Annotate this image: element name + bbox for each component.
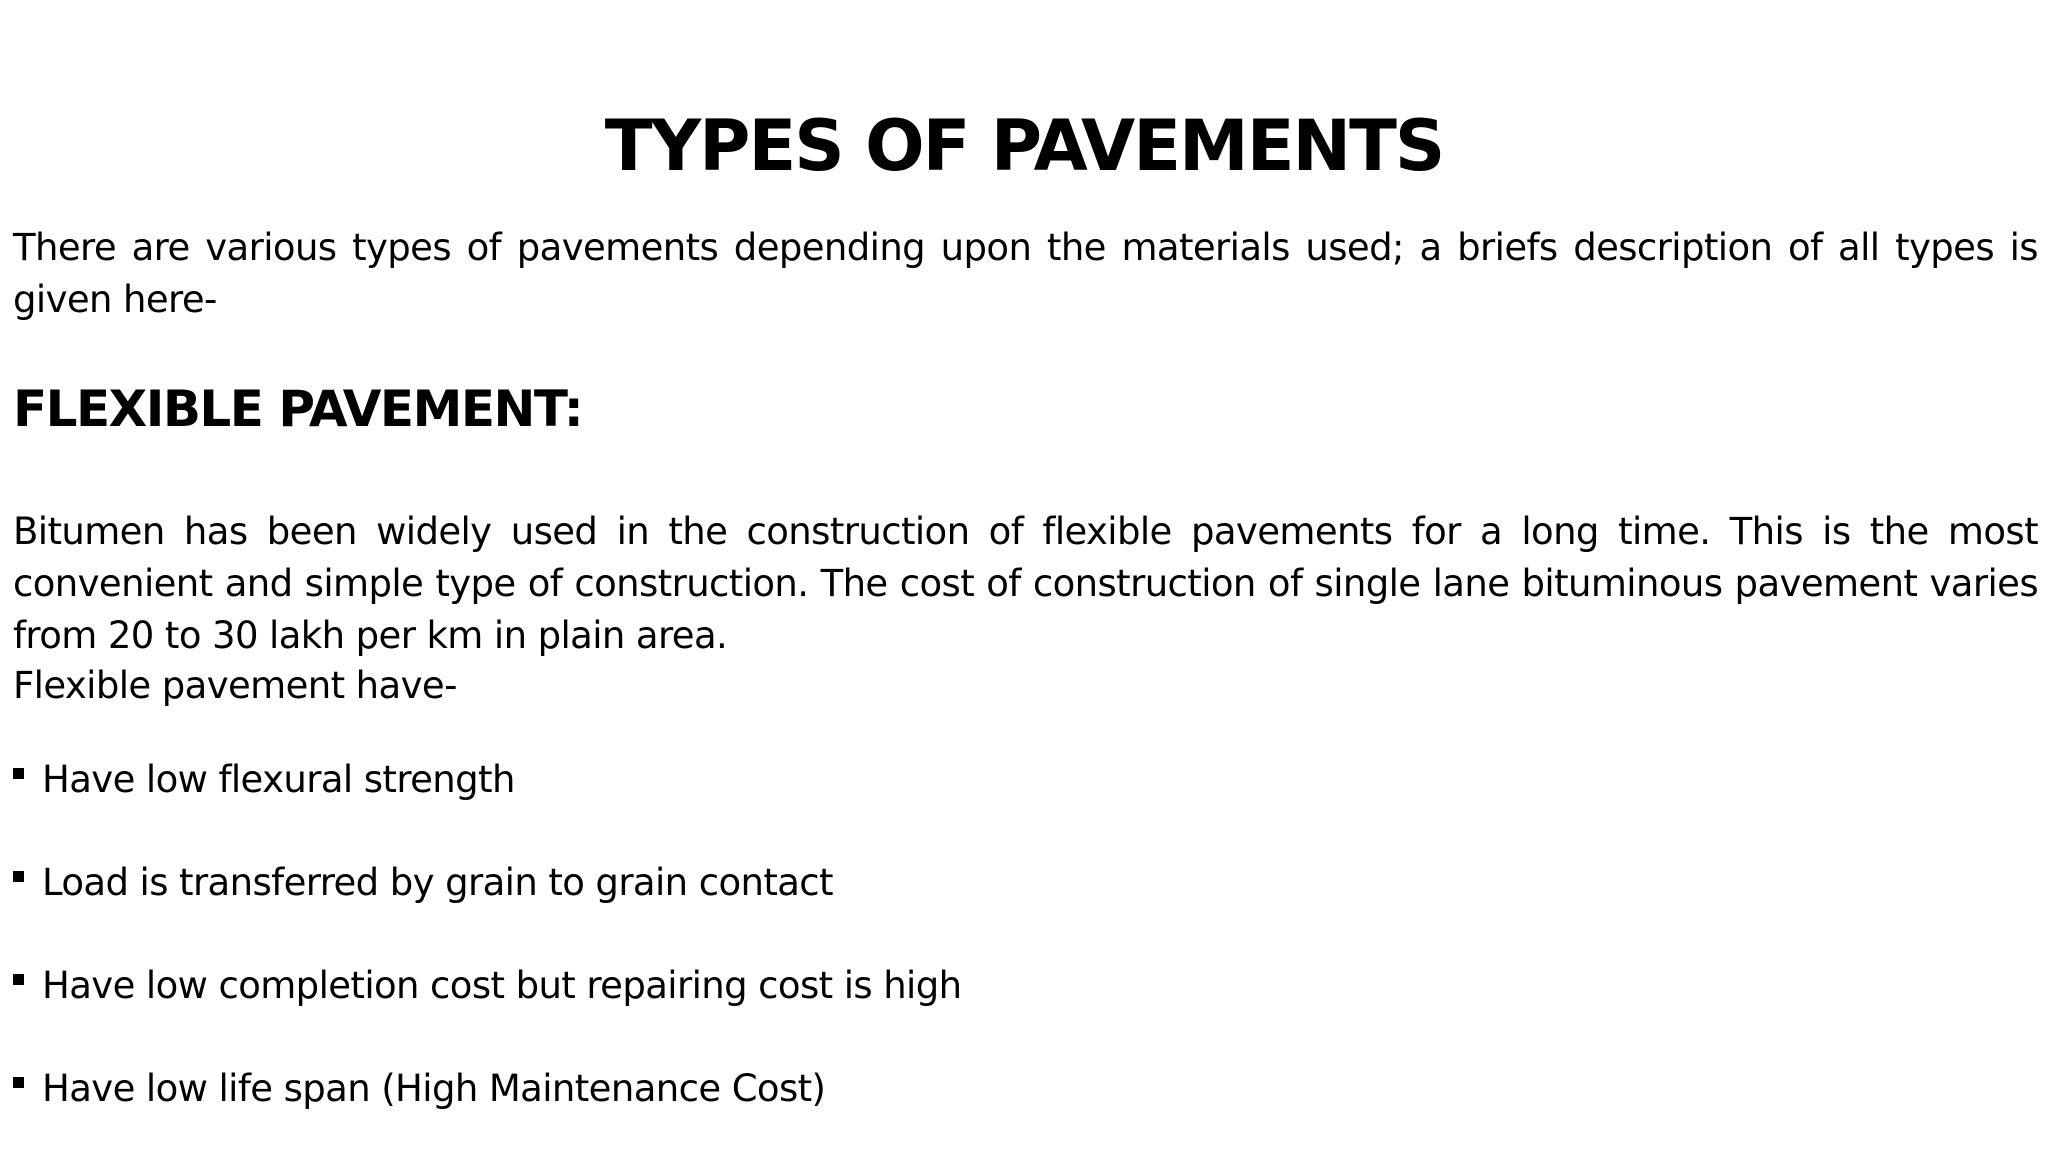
list-item [13, 857, 961, 960]
bullet-text: Have low completion cost but repairing cost is high [42, 964, 962, 1007]
list-item [13, 960, 961, 1063]
square-bullet-icon [13, 871, 24, 882]
intro-paragraph: There are various types of pavements depending upon the materials used; a briefs description of all types is given here- [13, 226, 2038, 321]
square-bullet-icon [13, 974, 24, 985]
list-item [13, 754, 961, 857]
bullet-list [13, 754, 961, 1152]
slide-title: TYPES OF PAVEMENTS [604, 105, 1444, 187]
list-item [13, 1063, 961, 1152]
body-paragraph: Bitumen has been widely used in the construction of flexible pavements for a long time. This is the most convenient and simple type of construction. The cost of construction of single lane bituminous pavement varies from 20 to 30 lakh per km in plain area. [13, 510, 2038, 657]
lead-in-line: Flexible pavement have- [13, 664, 457, 707]
bullet-text: Have low flexural strength [42, 758, 515, 801]
square-bullet-icon [13, 768, 24, 779]
bullet-text: Load is transferred by grain to grain contact [42, 861, 833, 904]
square-bullet-icon [13, 1077, 24, 1088]
section-heading-flexible-pavement: FLEXIBLE PAVEMENT: [13, 380, 583, 438]
bullet-text: Have low life span (High Maintenance Cost) [42, 1067, 826, 1110]
